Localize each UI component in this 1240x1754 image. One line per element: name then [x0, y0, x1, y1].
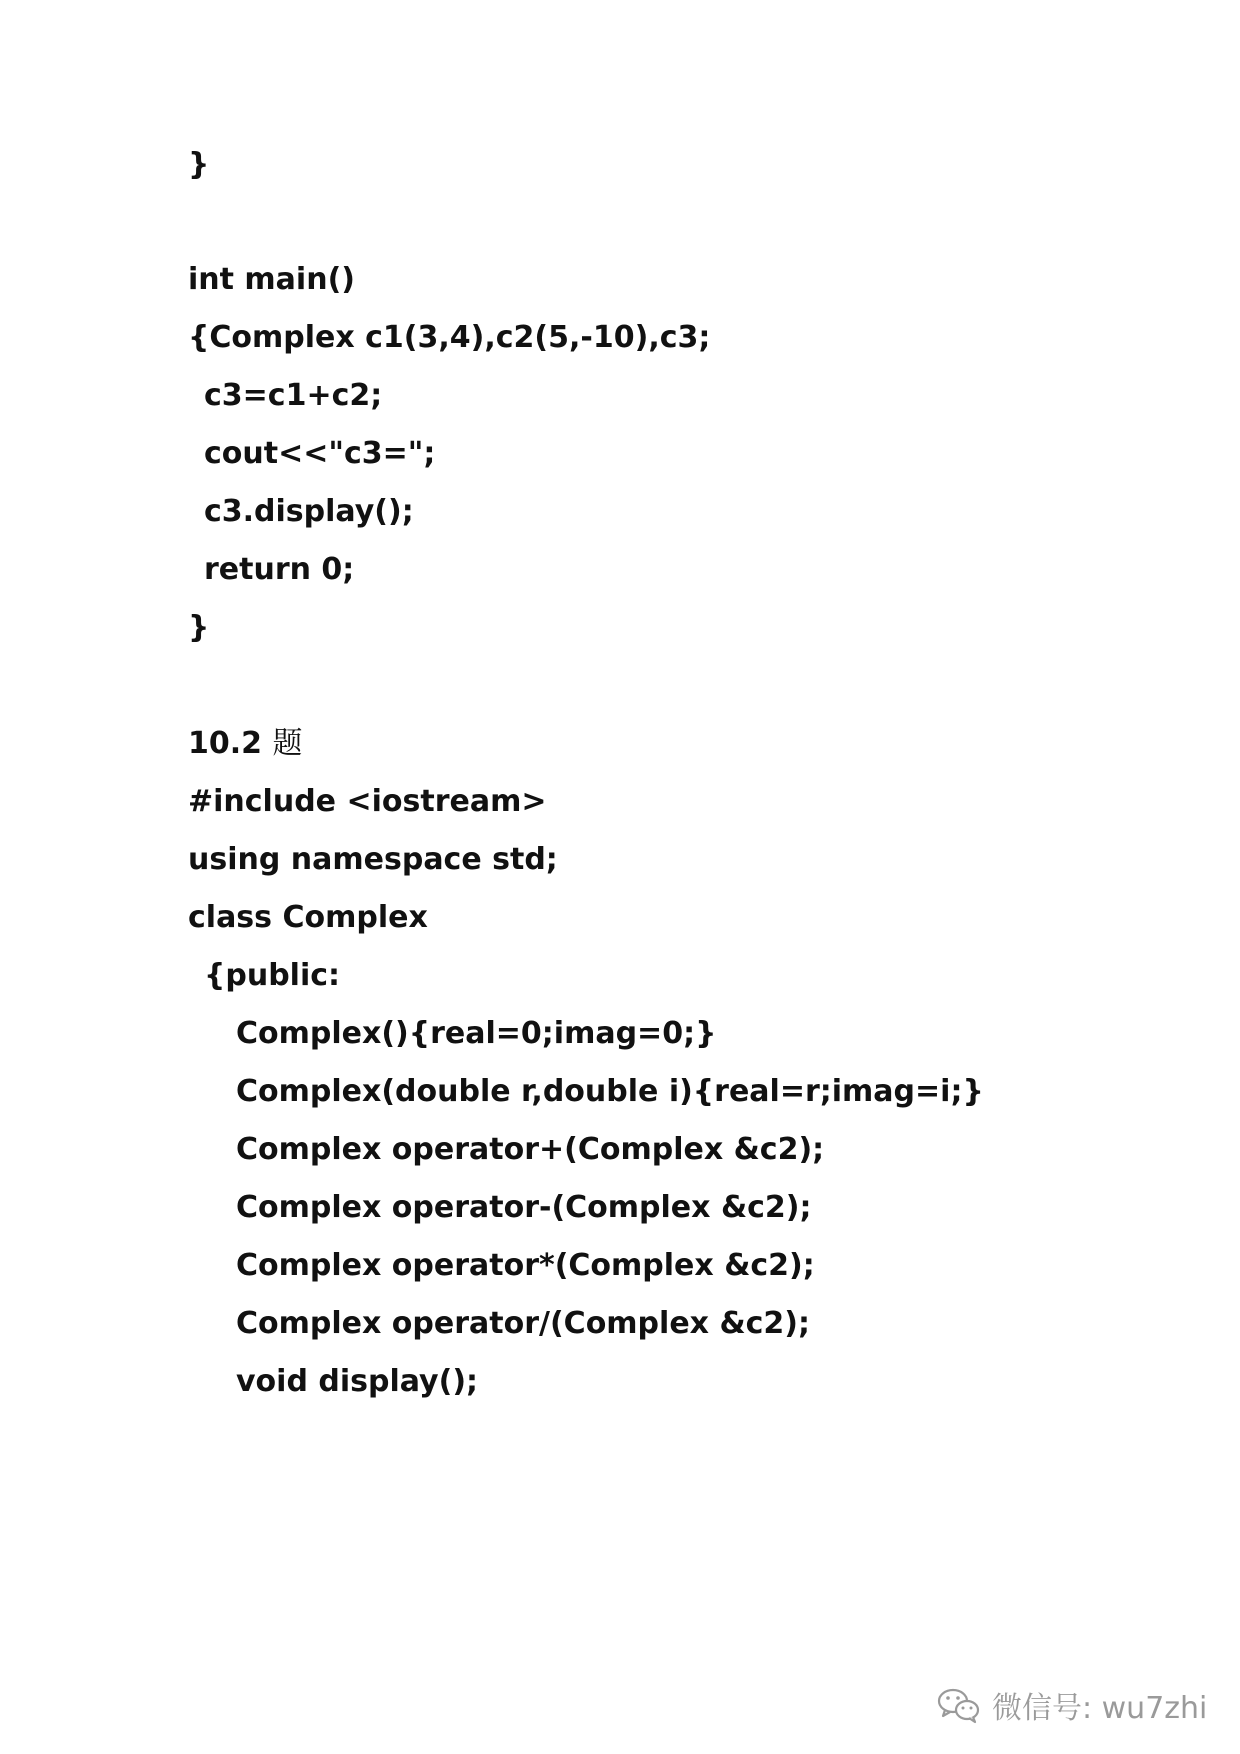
code-line-main-closing-brace: } — [188, 610, 210, 645]
code-line-main-signature: int main() — [188, 262, 355, 297]
code-line-display-call: c3.display(); — [204, 494, 414, 529]
code-line-closing-brace: } — [188, 147, 210, 182]
code-line-addition: c3=c1+c2; — [204, 378, 383, 413]
code-line-operator-plus: Complex operator+(Complex &c2); — [236, 1132, 825, 1167]
code-line-include: #include <iostream> — [188, 784, 547, 819]
section-heading-label: 题 — [272, 726, 303, 761]
code-line-param-constructor: Complex(double r,double i){real=r;imag=i;} — [236, 1074, 984, 1109]
section-heading — [188, 724, 302, 764]
code-line-operator-divide: Complex operator/(Complex &c2); — [236, 1306, 810, 1341]
code-line-operator-multiply: Complex operator*(Complex &c2); — [236, 1248, 815, 1283]
code-line-operator-minus: Complex operator-(Complex &c2); — [236, 1190, 812, 1225]
code-line-cout: cout<<"c3="; — [204, 436, 436, 471]
section-heading-number: 10.2 — [188, 726, 273, 761]
code-line-default-constructor: Complex(){real=0;imag=0;} — [236, 1016, 717, 1051]
wechat-icon — [936, 1685, 982, 1725]
code-line-return: return 0; — [204, 552, 355, 587]
code-line-display-declaration: void display(); — [236, 1364, 479, 1399]
code-line-declarations: {Complex c1(3,4),c2(5,-10),c3; — [188, 320, 711, 355]
code-line-public: {public: — [204, 958, 341, 993]
watermark — [936, 1680, 1207, 1730]
code-line-using-namespace: using namespace std; — [188, 842, 558, 877]
code-line-class-declaration: class Complex — [188, 900, 428, 935]
watermark-text: 微信号: wu7zhi — [992, 1691, 1208, 1726]
